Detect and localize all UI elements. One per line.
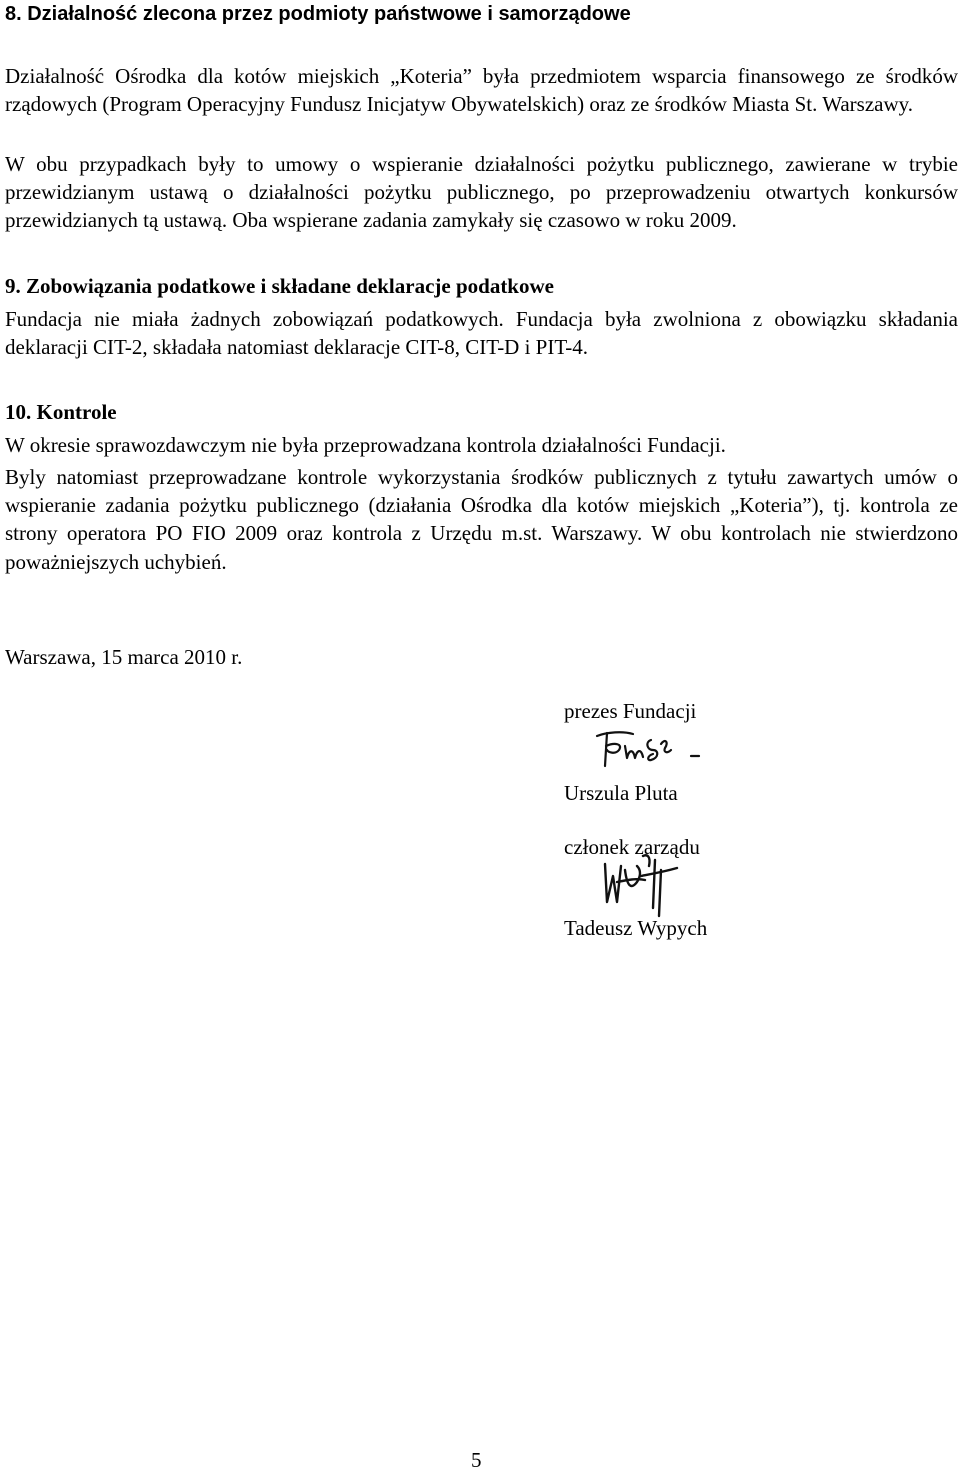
- section-10-paragraph-1: W okresie sprawozdawczym nie była przeprowadzana kontrola działalności Fundacji.: [5, 433, 726, 457]
- section-8-heading: 8. Działalność zlecona przez podmioty państwowe i samorządowe: [5, 3, 631, 25]
- signature-name-board-member: Tadeusz Wypych: [564, 916, 708, 940]
- signature-role-president: prezes Fundacji: [564, 699, 697, 723]
- page-number: 5: [471, 1448, 482, 1472]
- section-10-heading: 10. Kontrole: [5, 400, 117, 424]
- section-8-paragraph-1: Działalność Ośrodka dla kotów miejskich „Koteria” była przedmiotem wsparcia finansowego ze środków rządowych (Program Operacyjny Fundusz Inicjatyw Obywatelskich) oraz ze środków Miasta St. Warszawy.: [5, 64, 958, 117]
- place-and-date: Warszawa, 15 marca 2010 r.: [5, 645, 243, 669]
- section-9-heading: 9. Zobowiązania podatkowe i składane deklaracje podatkowe: [5, 274, 554, 298]
- section-9-paragraph-1: Fundacja nie miała żadnych zobowiązań podatkowych. Fundacja była zwolniona z obowiązku składania deklaracji CIT-2, składała natomiast deklaracje CIT-8, CIT-D i PIT-4.: [5, 307, 958, 360]
- handwritten-signature-2-icon: [597, 846, 689, 920]
- signature-name-president: Urszula Pluta: [564, 781, 678, 805]
- document-page: [5, 0, 957, 1472]
- signature-role-board-member: członek zarządu: [564, 835, 700, 859]
- section-10-paragraph-2: Byly natomiast przeprowadzane kontrole wykorzystania środków publicznych z tytułu zawartych umów o wspieranie zadania pożytku publicznego (działania Ośrodka dla kotów miejskich „Koteria”), tj. kontrola ze strony operatora PO FIO 2009 oraz kontrola z Urzędu m.st. Warszawy. W obu kontrolach nie stwierdzono poważniejszych uchybień.: [5, 465, 958, 574]
- handwritten-signature-1-icon: [593, 728, 713, 772]
- section-8-paragraph-2: W obu przypadkach były to umowy o wspieranie działalności pożytku publicznego, zawierane w trybie przewidzianym ustawą o działalności pożytku publicznego, po przeprowadzeniu otwartych konkursów przewidzianych tą ustawą. Oba wspierane zadania zamykały się czasowo w roku 2009.: [5, 152, 958, 233]
